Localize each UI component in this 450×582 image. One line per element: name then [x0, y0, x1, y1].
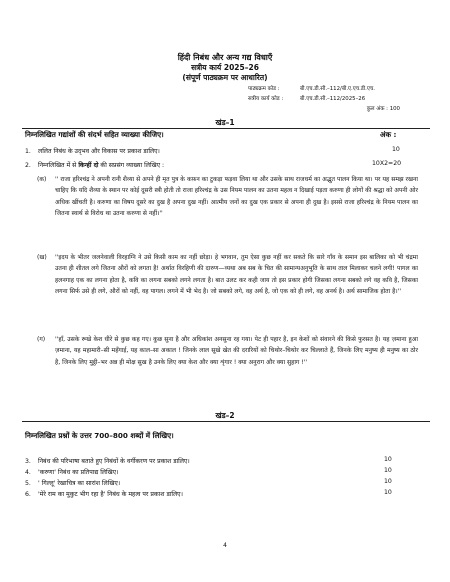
- q1-marks: 10: [392, 146, 400, 153]
- q1-text: ललित निबंध के उद्‍भव और विकास पर प्रकाश डालिए।: [38, 148, 160, 155]
- q4-marks: 10: [384, 467, 392, 474]
- page-title: हिंदी निबंध और अन्य गद्य विधाएँ: [177, 53, 273, 62]
- q5-text: ' गिल्लू' रेखाचित्र का सारांश लिखिए।: [38, 480, 121, 487]
- q3-text: निबंध की परिभाषा बताते हुए निबंधों के वर्गीकरण पर प्रकाश डालिए।: [38, 458, 190, 465]
- q3-marks: 10: [384, 456, 392, 463]
- marks-label: अंक :: [380, 130, 397, 139]
- q5-marks: 10: [384, 478, 392, 485]
- q2-marks: 10X2=20: [372, 160, 402, 167]
- assignment-code: बी.एच.डी.सी.–112/2025–26: [300, 96, 366, 102]
- passage-k-label: (क): [37, 176, 47, 183]
- q6-number: 6.: [25, 491, 31, 498]
- divider: [22, 128, 430, 129]
- passage-kh-text: ''इदय के भीतर जलनेवाली विरहाग्नि ने उसे किसी काम का नहीं छोड़ा। हे भगवान, तुम ऐसा कुछ नहीं कर सकते कि सारे गाँव के समान इस बालिका को भी चंद्रमा उतना ही शीतल लगे जितना औरों को लगता है! अर्थात विरहिणी की दारुण—व्यथा अब सब के चित की सामान्यअनुभूति के साथ ताल मिलाकर चलने लगी! पागल का हलनगाह एक का लगना होता है, कवि का लगना सबको लगने लगता है। बात उलट कर कही जाय तो इस प्रकार होगी जिसका लगना सबको लगे वह कवि है, जिसका लगना सिर्फ उसे ही लगे, औरों को नहीं, वह पागल। लगने में भी भेद है। जो सबको लगे, वह अर्थ है, जो एक को ही लगे, वह अनर्थ है। अर्थ सामाजिक होता है।'': [55, 254, 419, 296]
- passage-g-text: ''हाँ, उसके रूखे केश धीरे से कुछ कह गए। कुछ सुना है और अधिकांश अनसुना रह गया। पेट ही पहार है, इन केशों को संवारने की किसे फुरसत है। यह ज़माना हुआ ज़माना, यह महामारी–सी महँगाई, यह काल–सा अकाल ! जिनके लाल सूखे खेत की दरारियों को चिथोर–चिथोर कर चिल्लाते हैं, जिनके लिए मनुष्य ही मनुष्य का ठोर है, जिनके लिए मुट्ठी–भर अन्न ही मोक्ष सुख है उनके लिए क्या केश और क्या शृंगार ! क्या अनुराग और क्या सुहाग !'': [55, 336, 418, 366]
- q2-text-b: की सप्रसंग व्याख्या लिखिए :: [98, 162, 165, 169]
- q6-text: 'मेरे राम का मुकुट भीग रहा है' निबंध के महत्व पर प्रकाश डालिए।: [38, 491, 183, 498]
- passage-g-label: (ग): [37, 336, 46, 343]
- page-number: 4: [223, 542, 227, 549]
- page-note: (संपूर्ण पाठ्यक्रम पर आधारित): [182, 73, 268, 82]
- q6-marks: 10: [384, 489, 392, 496]
- q4-number: 4.: [25, 469, 31, 476]
- course-code: बी.एच.डी.सी.–112/बी.ए.एच.डी.एच.: [300, 86, 375, 92]
- q2-text-bold: किन्हीं दो: [78, 162, 99, 169]
- page-subtitle: सत्रीय कार्य 2025–26: [191, 63, 259, 72]
- section-1-instruction: निम्नलिखित गद्यांशों की संदर्भ सहित व्याख्या कीजिए।: [25, 130, 164, 139]
- section-2-heading: खंड–2: [215, 411, 235, 420]
- passage-g: [37, 334, 418, 368]
- q2-text-a: निम्नलिखित में से: [38, 162, 79, 169]
- total-marks: कुल अंक : 100: [366, 106, 400, 112]
- course-code-label: पाठ्यक्रम कोड :: [248, 86, 280, 92]
- passage-kh-label: (ख): [37, 254, 47, 261]
- section-2-instruction: निम्नलिखित प्रश्नों के उत्तर 700–800 शब्दों में लिखिए।: [25, 431, 174, 440]
- section-1-heading: खंड–1: [215, 118, 235, 127]
- assignment-code-label: सत्रीय कार्य कोड :: [248, 96, 284, 102]
- passage-k-text: '' राजा हरिश्चंद्र ने अपनी रानी शैव्या से अपने ही मृत पुत्र के कफ़न का टुकड़ा फड़वा लिया था और उसके साथ राजधर्म का अद्भुत पालन किया था। पर यह समझ रखना चाहिए कि यदि शैव्या के स्थान पर कोई दूसरी स्त्री होती तो राजा हरिश्चंद्र के उस नियम पालन का उतना महत्व न दिखाई पड़ता करुणा ही लोगों की श्रद्धा को अपनी ओर अधिक खींचती है। करुणा का विषय दूसरे का दुख है अपना दुख नहीं। आत्मीय जनों का दुख एक प्रकार से अपना ही दुख है। इससे राजा हरिश्चंद्र के नियम पालन का जितना स्वार्थ से विरोध था उतना करुणा से नहीं।'': [55, 176, 418, 218]
- passage-k: [37, 174, 418, 220]
- q1-number: 1.: [25, 148, 31, 155]
- q2-text: [38, 160, 164, 171]
- divider: [22, 421, 430, 422]
- q4-text: 'करुणा' निबंध का प्रतिपाद्य लिखिए।: [38, 469, 119, 476]
- code-block: [248, 84, 375, 104]
- q3-number: 3.: [25, 458, 31, 465]
- passage-kh: [37, 252, 419, 298]
- q5-number: 5.: [25, 480, 31, 487]
- q2-number: 2.: [25, 162, 31, 169]
